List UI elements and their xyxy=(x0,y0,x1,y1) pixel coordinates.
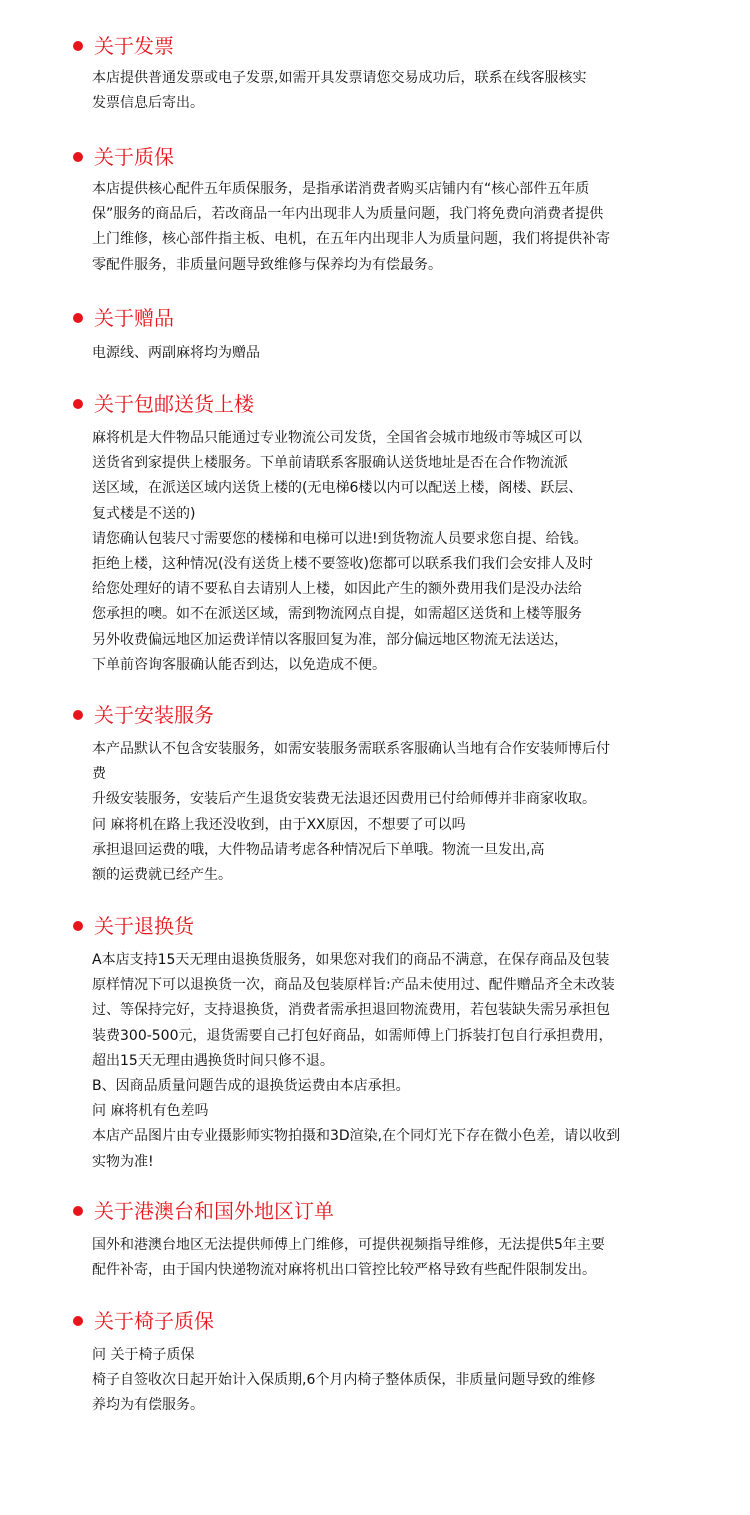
section-title: 关于赠品 xyxy=(94,306,174,330)
bullet-dot-icon xyxy=(73,921,83,931)
section-header xyxy=(0,1307,750,1337)
section-body xyxy=(92,737,672,888)
body-line: 本产品默认不包含安装服务，如需安装服务需联系客服确认当地有合作安装师博后付 xyxy=(92,741,610,757)
body-line: 实物为准! xyxy=(92,1153,154,1170)
body-line: 麻将机是大件物品只能通过专业物流公司发货，全国省会城市地级市等城区可以 xyxy=(92,430,582,446)
body-line: 原样情况下可以退换货一次，商品及包装原样旨:产品未使用过、配件赠品齐全未改装 xyxy=(92,977,615,994)
section-chair-warranty xyxy=(0,1307,750,1414)
body-line: 给您处理好的请不要私自去请别人上楼，如因此产生的额外费用我们是没办法给 xyxy=(92,581,582,598)
body-line: 复式楼是不送的) xyxy=(92,505,196,522)
section-header xyxy=(0,304,750,334)
body-line: 额的运费就已经产生。 xyxy=(92,867,232,884)
body-line: 零配件服务，非质量问题导致维修与保养均为有偿最务。 xyxy=(92,256,442,273)
section-warranty xyxy=(0,143,750,273)
section-header xyxy=(0,390,750,420)
body-line: 上门维修，核心部件指主板、电机，在五年内出现非人为质量问题，我们将提供补寄 xyxy=(92,231,610,248)
body-line: 椅子自签收次日起开始计入保质期,6个月内椅子整体质保，非质量问题导致的维修 xyxy=(92,1372,596,1389)
section-body xyxy=(92,948,672,1175)
section-delivery xyxy=(0,390,750,673)
section-title: 关于椅子质保 xyxy=(94,1309,214,1333)
body-line: 本店提供核心配件五年质保服务，是指承诺消费者购买店铺内有“核心部件五年质 xyxy=(92,181,590,197)
section-header xyxy=(0,143,750,173)
section-body xyxy=(92,426,672,678)
bullet-dot-icon xyxy=(73,152,83,162)
body-line: 问 麻将机在路上我还没收到，由于XX原因，不想要了可以吗 xyxy=(92,816,466,833)
body-line: 拒绝上楼，这种情况(没有送货上楼不要签收)您都可以联系我们我们会安排人及时 xyxy=(92,556,593,573)
bullet-dot-icon xyxy=(73,399,83,409)
body-line: 本店产品图片由专业摄影师实物拍摄和3D渲染,在个同灯光下存在微小色差，请以收到 xyxy=(92,1128,621,1145)
section-title: 关于包邮送货上楼 xyxy=(94,392,254,416)
body-line: 过、等保持完好，支持退换货，消费者需承担退回物流费用，若包装缺失需另承担包 xyxy=(92,1002,610,1019)
body-line: 问 麻将机有色差吗 xyxy=(92,1103,209,1120)
section-header xyxy=(0,701,750,731)
body-line: 超出15天无理由遇换货时间只修不退。 xyxy=(92,1052,334,1069)
body-line: 送货省到家提供上楼服务。下单前请联系客服确认送货地址是否在合作物流派 xyxy=(92,455,568,472)
bullet-dot-icon xyxy=(73,1316,83,1326)
body-line: 问 关于椅子质保 xyxy=(92,1347,195,1363)
body-line: 装费300-500元，退货需要自己打包好商品，如需师傅上门拆装打包自行承担费用， xyxy=(92,1027,613,1044)
section-returns xyxy=(0,912,750,1170)
section-title: 关于退换货 xyxy=(94,914,194,938)
body-line: 电源线、两副麻将均为赠品 xyxy=(92,345,260,361)
body-line: 下单前咨询客服确认能否到达，以免造成不便。 xyxy=(92,656,386,673)
body-line: 费 xyxy=(92,766,106,783)
section-header xyxy=(0,1197,750,1227)
body-line: B、因商品质量问题告成的退换货运费由本店承担。 xyxy=(92,1078,410,1095)
body-line: 承担退回运费的哦，大件物品请考虑各种情况后下单哦。物流一旦发出,高 xyxy=(92,841,545,858)
body-line: 发票信息后寄出。 xyxy=(92,95,204,112)
bullet-dot-icon xyxy=(73,313,83,323)
section-header xyxy=(0,912,750,942)
body-line: 养均为有偿服务。 xyxy=(92,1397,204,1414)
body-line: 请您确认包装尺寸需要您的楼梯和电梯可以进!到货物流人员要求您自提、给钱。 xyxy=(92,530,588,547)
body-line: 送区域，在派送区域内送货上楼的(无电梯6楼以内可以配送上楼，阁楼、跃层、 xyxy=(92,480,583,497)
body-line: 保”服务的商品后，若改商品一年内出现非人为质量问题，我门将免费向消费者提供 xyxy=(92,206,604,223)
body-line: 国外和港澳台地区无法提供师傅上门维修，可提供视频指导维修，无法提供5年主要 xyxy=(92,1237,605,1253)
body-line: 升级安装服务，安装后产生退货安装费无法退还因费用已付给师傅并非商家收取。 xyxy=(92,791,596,808)
section-header xyxy=(0,32,750,62)
section-overseas-orders xyxy=(0,1197,750,1279)
section-invoice xyxy=(0,32,750,112)
section-body xyxy=(92,1233,672,1283)
section-body xyxy=(92,177,672,278)
section-body xyxy=(92,66,672,116)
section-installation xyxy=(0,701,750,884)
body-line: 配件补寄，由于国内快递物流对麻将机出口管控比较严格导致有些配件限制发出。 xyxy=(92,1262,596,1279)
section-gifts xyxy=(0,304,750,361)
bullet-dot-icon xyxy=(73,710,83,720)
section-body xyxy=(92,1343,672,1419)
section-title: 关于安装服务 xyxy=(94,703,214,727)
body-line: A本店支持15天无理由退换货服务，如果您对我们的商品不满意，在保存商品及包装 xyxy=(92,952,610,968)
body-line: 本店提供普通发票或电子发票,如需开具发票请您交易成功后，联系在线客服核实 xyxy=(92,70,587,86)
section-body xyxy=(92,341,672,366)
section-title: 关于港澳台和国外地区订单 xyxy=(94,1199,334,1223)
bullet-dot-icon xyxy=(73,41,83,51)
body-line: 您承担的噢。如不在派送区域，需到物流网点自提，如需超区送货和上楼等服务 xyxy=(92,606,582,623)
section-title: 关于发票 xyxy=(94,34,174,58)
section-title: 关于质保 xyxy=(94,145,174,169)
bullet-dot-icon xyxy=(73,1206,83,1216)
body-line: 另外收费偏远地区加运费详情以客服回复为准，部分偏远地区物流无法送达， xyxy=(92,631,568,648)
